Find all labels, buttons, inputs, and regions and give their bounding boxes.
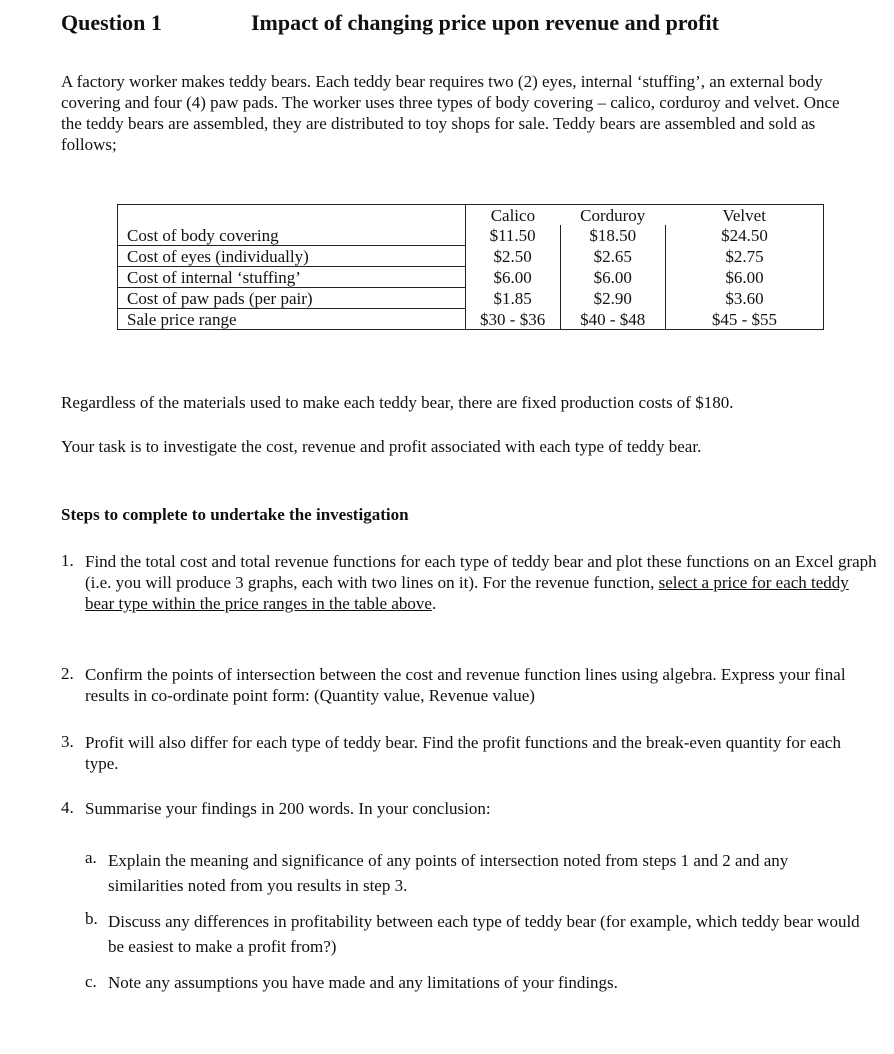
row-label: Cost of paw pads (per pair) [118, 288, 466, 309]
row-label: Cost of internal ‘stuffing’ [118, 267, 466, 288]
substep-a-text: Explain the meaning and significance of any points of intersection noted from steps 1 and 2 and any similarities noted from you results in step 3. [108, 851, 789, 895]
question-title: Impact of changing price upon revenue and profit [251, 10, 719, 35]
cell-value: $40 - $48 [560, 309, 665, 330]
step-4-text: Summarise your findings in 200 words. In your conclusion: [85, 799, 491, 818]
cost-table [117, 204, 824, 330]
substep-c-text: Note any assumptions you have made and any limitations of your findings. [108, 973, 618, 992]
cell-value: $3.60 [665, 288, 823, 309]
header-corduroy: Corduroy [580, 206, 646, 225]
table-header-row [118, 205, 824, 226]
cell-value: $45 - $55 [665, 309, 823, 330]
cell-value: $2.75 [665, 246, 823, 267]
step-1-underlined: select a price for each teddy bear type within the price ranges in the table above [85, 573, 849, 613]
cell-value: $30 - $36 [480, 309, 546, 329]
cell-value: $6.00 [560, 267, 665, 288]
row-label: Cost of body covering [118, 225, 466, 246]
row-label: Cost of eyes (individually) [118, 246, 466, 267]
fixed-costs-paragraph: Regardless of the materials used to make each teddy bear, there are fixed production costs of $180. [61, 393, 734, 412]
substep-letter: b. [85, 909, 98, 928]
substep-letter: c. [85, 972, 97, 991]
table-row [118, 267, 824, 288]
cell-value: $11.50 [489, 226, 536, 246]
cell-value: $2.65 [560, 246, 665, 267]
substep-b-text: Discuss any differences in profitability between each type of teddy bear (for example, which teddy bear would be easiest to make a profit from?) [108, 912, 860, 956]
cell-value: $1.85 [493, 289, 532, 308]
header-velvet: Velvet [722, 206, 766, 225]
substep-letter: a. [85, 848, 97, 867]
step-1-text [85, 551, 880, 614]
question-number: Question 1 [61, 10, 162, 35]
cell-value: $6.00 [493, 268, 532, 287]
cell-value: $2.90 [560, 288, 665, 309]
header-calico: Calico [490, 206, 536, 225]
step-number: 3. [61, 732, 74, 751]
step-3-text: Profit will also differ for each type of teddy bear. Find the profit functions and the break-even quantity for each type. [85, 733, 841, 773]
intro-paragraph: A factory worker makes teddy bears. Each teddy bear requires two (2) eyes, internal ‘stuffing’, an external body covering and four (4) paw pads. The worker uses three types of body covering – calico, corduroy and velvet. Once the teddy bears are assembled, they are distributed to toy shops for sale. Teddy bears are assembled and sold as follows; [61, 72, 840, 154]
step-2-text: Confirm the points of intersection between the cost and revenue function lines using algebra. Express your final results in co-ordinate point form: (Quantity value, Revenue value) [85, 665, 846, 705]
steps-heading: Steps to complete to undertake the investigation [61, 505, 409, 524]
table-row [118, 246, 824, 267]
step-number: 1. [61, 551, 74, 570]
table-row [118, 225, 824, 246]
cell-value: $18.50 [560, 225, 665, 246]
table-row [118, 309, 824, 330]
task-paragraph: Your task is to investigate the cost, revenue and profit associated with each type of teddy bear. [61, 437, 702, 456]
table-corner-cell [118, 205, 466, 226]
table-row [118, 288, 824, 309]
row-label: Sale price range [118, 309, 466, 330]
step-number: 2. [61, 664, 74, 683]
cell-value: $2.50 [493, 247, 532, 266]
cell-value: $24.50 [665, 225, 823, 246]
cell-value: $6.00 [665, 267, 823, 288]
step-number: 4. [61, 798, 74, 817]
step-1-body: Find the total cost and total revenue functions for each type of teddy bear and plot these functions on an Excel graph (i.e. you will produce 3 graphs, each with two lines on it). For the revenue function, [85, 552, 877, 592]
step-1-end: . [431, 594, 437, 613]
